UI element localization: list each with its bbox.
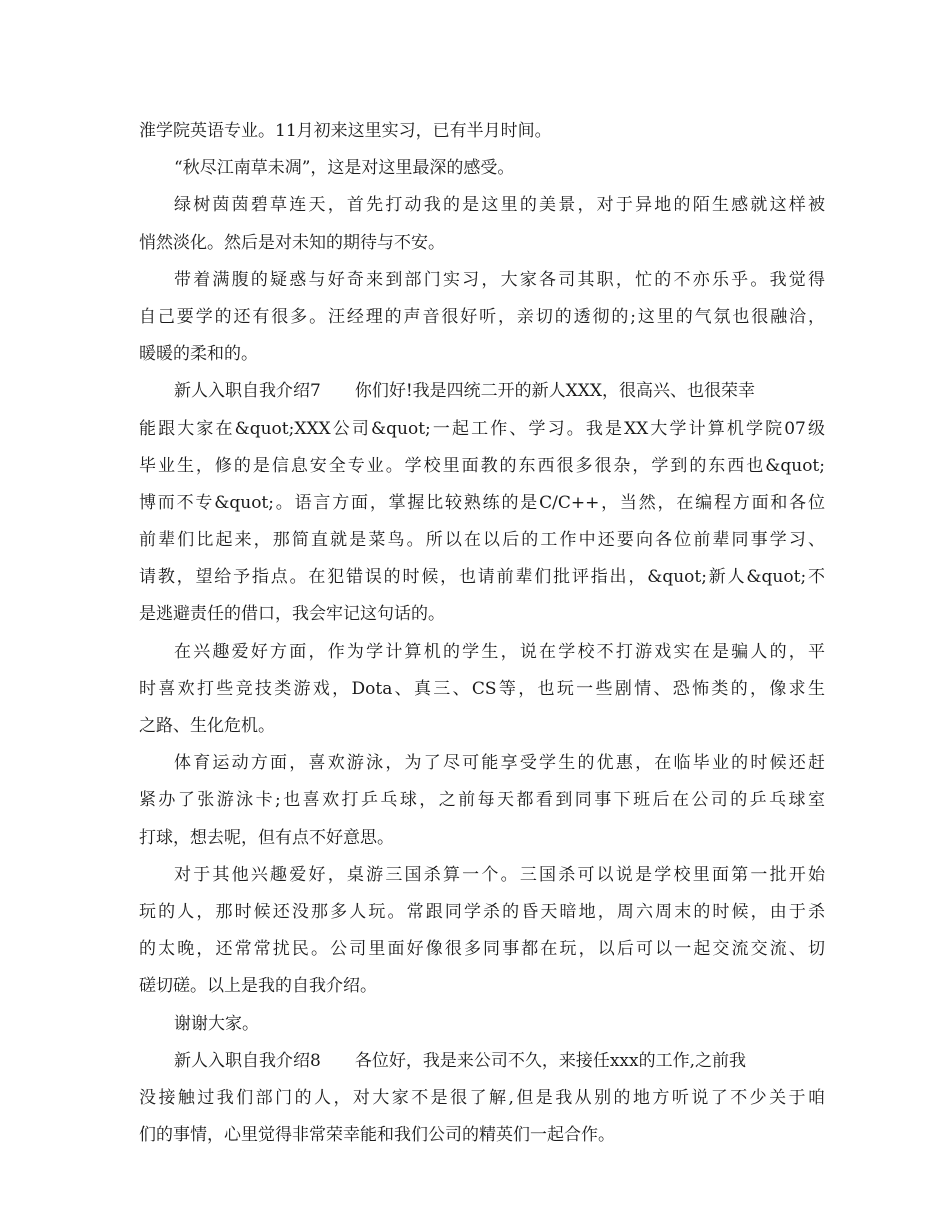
text-line: 自己要学的还有很多。汪经理的声音很好听，亲切的透彻的;这里的气氛也很融洽， [139,306,825,327]
text-line: 谢谢大家。 [174,1013,259,1034]
text-line: 在兴趣爱好方面，作为学计算机的学生，说在学校不打游戏实在是骗人的，平 [174,641,825,662]
text-line: 博而不专&quot;。语言方面，掌握比较熟练的是C/C++，当然，在编程方面和各位 [139,492,825,513]
text-line: 带着满腹的疑惑与好奇来到部门实习，大家各司其职，忙的不亦乐乎。我觉得 [174,269,825,290]
text-line: 请教，望给予指点。在犯错误的时候，也请前辈们批评指出，&quot;新人&quot;不 [139,567,825,588]
text-line: 时喜欢打些竞技类游戏，Dota、真三、CS等，也玩一些剧情、恐怖类的，像求生 [139,678,825,699]
text-line: 暖暖的柔和的。 [139,344,258,365]
text-line: 毕业生，修的是信息安全专业。学校里面教的东西很多很杂，学到的东西也&quot; [139,455,825,476]
text-line: 前辈们比起来，那简直就是菜鸟。所以在以后的工作中还要向各位前辈同事学习、 [139,530,825,551]
text-line: 之路、生化危机。 [139,716,275,736]
document-body [139,113,825,1154]
text-line [139,373,825,410]
text-fragment: 各位好，我是来公司不久，来接任xxx的工作,之前我 [354,1050,746,1071]
text-line: 的太晚，还常常扰民。公司里面好像很多同事都在玩，以后可以一起交流交流、切 [139,939,825,960]
section-heading: 新人入职自我介绍8 [174,1050,321,1071]
text-line: 没接触过我们部门的人，对大家不是很了解,但是我从别的地方听说了不少关于咱 [139,1087,825,1108]
text-line: 体育运动方面，喜欢游泳，为了尽可能享受学生的优惠，在临毕业的时候还赶 [174,753,825,774]
text-line: 玩的人，那时候还没那多人玩。常跟同学杀的昏天暗地，周六周末的时候，由于杀 [139,901,825,922]
text-line: 淮学院英语专业。11月初来这里实习，已有半月时间。 [139,121,552,141]
text-line: 能跟大家在&quot;XXX公司&quot;一起工作、学习。我是XX大学计算机学院07级 [139,418,825,439]
text-line: 们的事情，心里觉得非常荣幸能和我们公司的精英们一起合作。 [139,1125,615,1146]
text-line: 对于其他兴趣爱好，桌游三国杀算一个。三国杀可以说是学校里面第一批开始 [174,864,825,885]
text-fragment: 你们好!我是四统二开的新人XXX，很高兴、也很荣幸 [354,381,755,402]
text-line: 紧办了张游泳卡;也喜欢打乒乓球，之前每天都看到同事下班后在公司的乒乓球室 [139,790,825,811]
section-heading: 新人入职自我介绍7 [174,381,321,402]
text-line [139,1043,825,1080]
text-line: “秋尽江南草未凋”，这是对这里最深的感受。 [174,158,515,179]
text-line: 绿树茵茵碧草连天，首先打动我的是这里的美景，对于异地的陌生感就这样被 [174,195,825,216]
text-line: 磋切磋。以上是我的自我介绍。 [139,976,377,997]
text-line: 打球，想去呢，但有点不好意思。 [139,827,394,848]
text-line: 是逃避责任的借口，我会牢记这句话的。 [139,604,445,625]
text-line: 悄然淡化。然后是对未知的期待与不安。 [139,232,445,253]
